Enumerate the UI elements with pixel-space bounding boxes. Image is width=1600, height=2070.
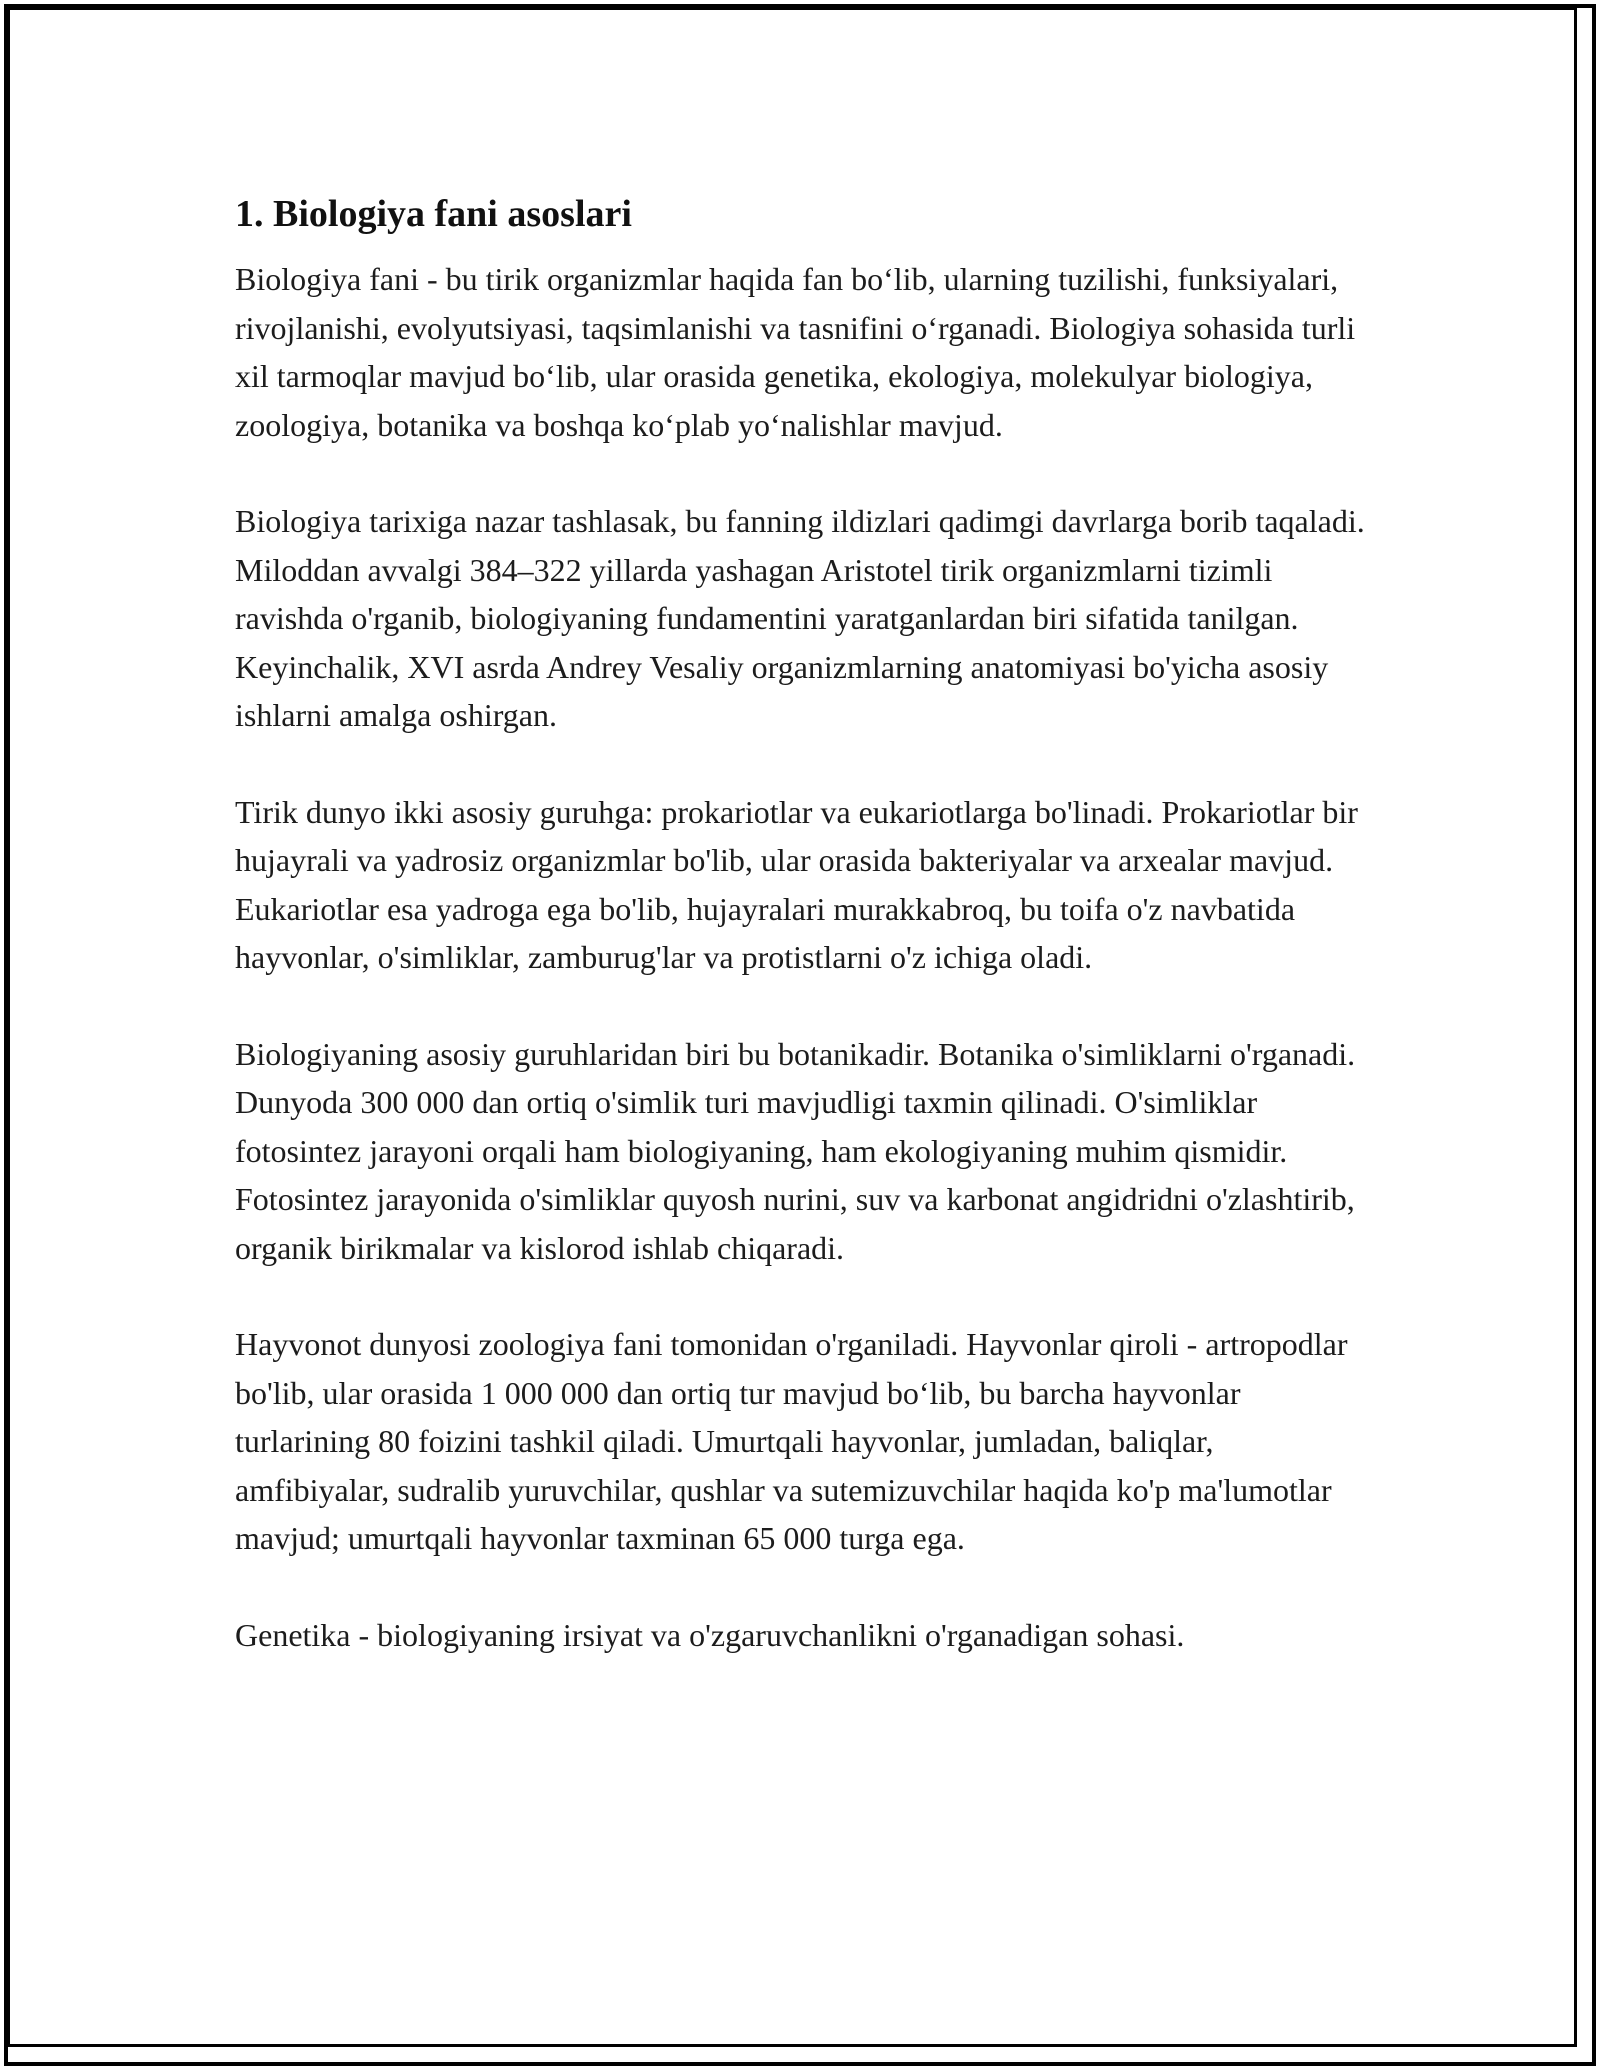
paragraph-history: Biologiya tarixiga nazar tashlasak, bu fanning ildizlari qadimgi davrlarga borib taqaladi. Miloddan avvalgi 384–322 yillarda yashagan Aristotel tirik organizmlarni tizimli ravishda o'rganib, biologiyaning fundamentini yaratganlardan biri sifatida tanilgan. Keyinchalik, XVI asrda Andrey Vesaliy organizmlarning anatomiyasi bo'yicha asosiy ishlarni amalga oshirgan. [235, 503, 1365, 733]
paragraph-botany: Biologiyaning asosiy guruhlaridan biri bu botanikadir. Botanika o'simliklarni o'rganadi. Dunyoda 300 000 dan ortiq o'simlik turi mavjudligi taxmin qilinadi. O'simliklar fotosintez jarayoni orqali ham biologiyaning, ham ekologiyaning muhim qismidir. Fotosintez jarayonida o'simliklar quyosh nurini, suv va karbonat angidridni o'zlashtirib, organik birikmalar va kislorod ishlab chiqaradi. [235, 1035, 1356, 1266]
document-body [235, 185, 1375, 1707]
section-heading: 1. Biologiya fani asoslari [235, 193, 632, 235]
paragraph-intro: Biologiya fani - bu tirik organizmlar haqida fan bo‘lib, ularning tuzilishi, funksiyalari, rivojlanishi, evolyutsiyasi, taqsimlanishi va tasnifini o‘rganadi. Biologiya sohasida turli xil tarmoqlar mavjud bo‘lib, ular orasida genetika, ekologiya, molekulyar biologiya, zoologiya, botanika va boshqa ko‘plab yo‘nalishlar mavjud. [235, 261, 1356, 443]
paragraph-genetics: Genetika - biologiyaning irsiyat va o'zgaruvchanlikni o'rganadigan sohasi. [235, 1616, 1185, 1653]
paragraph-prokaryotes-eukaryotes: Tirik dunyo ikki asosiy guruhga: prokariotlar va eukariotlarga bo'linadi. Prokariotlar bir hujayrali va yadrosiz organizmlar bo'lib, ular orasida bakteriyalar va arxealar mavjud. Eukariotlar esa yadroga ega bo'lib, hujayralari murakkabroq, bu toifa o'z navbatida hayvonlar, o'simliklar, zamburug'lar va protistlarni o'z ichiga oladi. [235, 793, 1358, 975]
paragraph-zoology: Hayvonot dunyosi zoologiya fani tomonidan o'rganiladi. Hayvonlar qiroli - artropodlar bo'lib, ular orasida 1 000 000 dan ortiq tur mavjud bo‘lib, bu barcha hayvonlar turlarining 80 foizini tashkil qiladi. Umurtqali hayvonlar, jumladan, baliqlar, amfibiyalar, sudralib yuruvchilar, qushlar va sutemizuvchilar haqida ko'p ma'lumotlar mavjud; umurtqali hayvonlar taxminan 65 000 turga ega. [235, 1326, 1348, 1556]
